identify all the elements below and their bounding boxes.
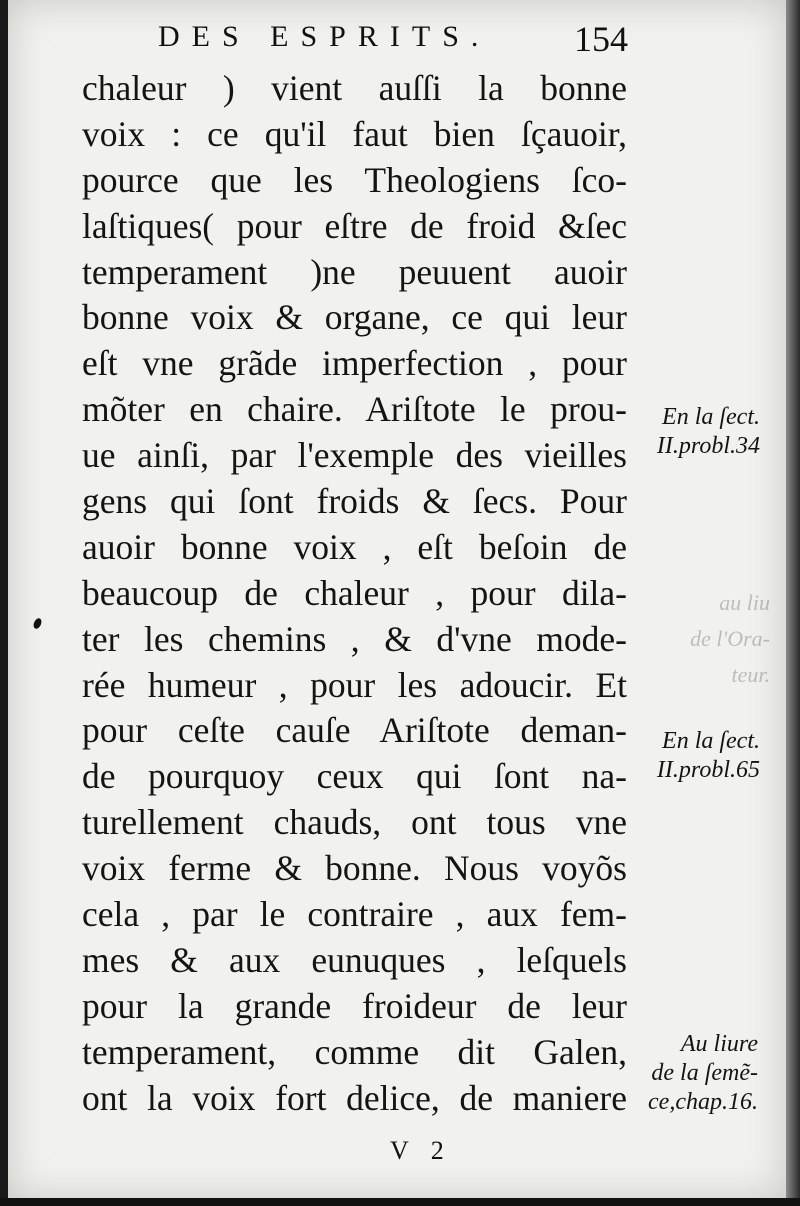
- text-line: auoir bonne voix , eſt beſoin de: [82, 526, 627, 567]
- margin-note-line: de la ſemẽ-: [651, 1060, 758, 1086]
- margin-note-line: ce,chap.16.: [648, 1089, 758, 1115]
- text-line: cela , par le contraire , aux fem-: [82, 894, 627, 935]
- margin-note-line: II.probl.34: [656, 433, 760, 459]
- text-line: de pourquoy ceux qui ſont na-: [82, 756, 627, 797]
- ink-blot: [32, 617, 43, 630]
- show-through-line: teur.: [731, 662, 770, 687]
- text-line: ter les chemins , & d'vne mode-: [82, 618, 627, 659]
- text-line: voix : ce qu'il faut bien ſçauoir,: [82, 113, 627, 154]
- margin-note-line: Au liure: [680, 1031, 758, 1057]
- page-bottom-edge: [0, 1198, 800, 1206]
- text-line: mes & aux eunuques , leſquels: [82, 939, 627, 980]
- text-line: chaleur ) vient auſſi la bonne: [82, 68, 627, 108]
- page-edge-shadow: [786, 0, 800, 1206]
- text-line: ue ainſi, par l'exemple des vieilles: [82, 435, 627, 476]
- body-text: [82, 66, 627, 1121]
- margin-note-galen: [608, 1030, 758, 1117]
- margin-note-line: En la ſect.: [662, 404, 760, 430]
- text-line: pour la grande froideur de leur: [82, 985, 627, 1026]
- text-line: temperament, comme dit Galen,: [82, 1031, 627, 1072]
- text-line: gens qui ſont froids & ſecs. Pour: [82, 481, 627, 522]
- text-line: rée humeur , pour les adoucir. Et: [82, 664, 627, 705]
- text-line: pource que les Theologiens ſco-: [82, 159, 627, 200]
- book-page: [8, 0, 786, 1200]
- text-line: temperament )ne peuuent auoir: [82, 251, 627, 292]
- text-line: turellement chauds, ont tous vne: [82, 802, 627, 843]
- show-through-line: au liu: [719, 590, 770, 615]
- running-head: DES ESPRITS.: [158, 20, 491, 53]
- text-line: bonne voix & organe, ce qui leur: [82, 297, 627, 338]
- margin-note-section-34: [620, 403, 760, 461]
- margin-note-line: En la ſect.: [662, 728, 760, 754]
- margin-note-line: II.probl.65: [656, 757, 760, 783]
- text-line: mõter en chaire. Ariſtote le prou-: [82, 389, 627, 430]
- signature-mark: V 2: [390, 1136, 452, 1165]
- text-line: pour ceſte cauſe Ariſtote deman-: [82, 710, 627, 751]
- text-line: laſtiques( pour eſtre de froid &ſec: [82, 205, 627, 246]
- text-line: voix ferme & bonne. Nous voyõs: [82, 848, 627, 889]
- show-through-text: [630, 585, 770, 693]
- show-through-line: de l'Ora-: [690, 626, 770, 651]
- text-line: eſt vne grãde imperfection , pour: [82, 343, 627, 384]
- text-line: beaucoup de chaleur , pour dila-: [82, 572, 627, 613]
- text-line: ont la voix fort delice, de maniere: [82, 1077, 627, 1118]
- margin-note-section-65: [620, 727, 760, 785]
- page-number: 154: [574, 19, 628, 59]
